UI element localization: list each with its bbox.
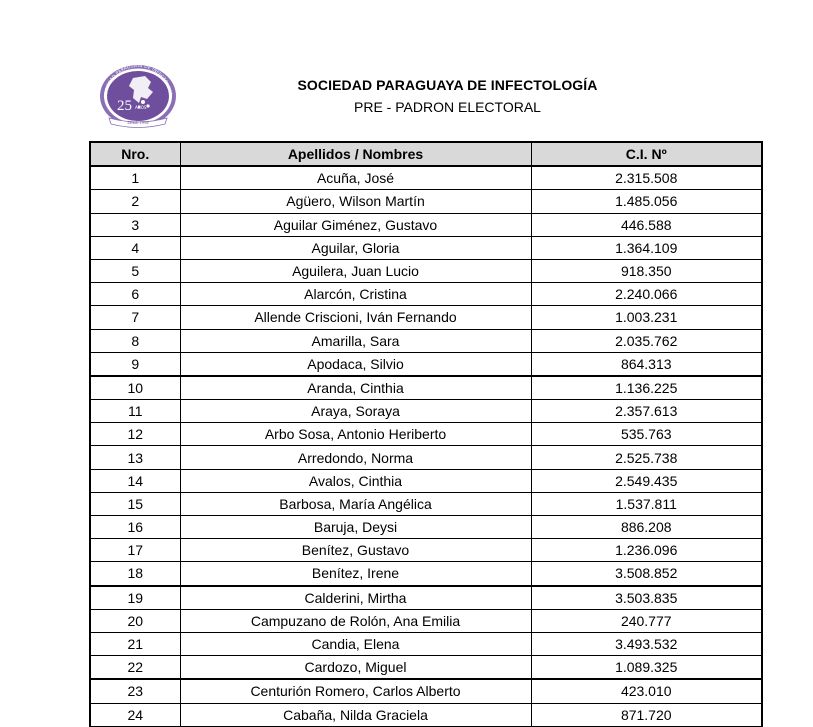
cell-number: 18 <box>90 562 180 586</box>
column-header-name: Apellidos / Nombres <box>180 142 531 166</box>
cell-name: Aranda, Cinthia <box>180 376 531 400</box>
seal-text: SOCIEDAD PARAGUAYA DE INFECTOLOGÍA <box>103 64 173 98</box>
table-row <box>90 679 762 703</box>
cell-name: Barbosa, María Angélica <box>180 492 531 515</box>
table-row <box>90 586 762 610</box>
cell-id: 2.240.066 <box>531 283 762 306</box>
cell-number: 6 <box>90 283 180 306</box>
table-row <box>90 562 762 586</box>
cell-number: 21 <box>90 632 180 655</box>
cell-id: 2.035.762 <box>531 329 762 352</box>
cell-name: Allende Criscioni, Iván Fernando <box>180 306 531 329</box>
table-row <box>90 609 762 632</box>
cell-number: 15 <box>90 492 180 515</box>
cell-number: 24 <box>90 703 180 726</box>
cell-id: 2.525.738 <box>531 446 762 469</box>
cell-number: 13 <box>90 446 180 469</box>
cell-number: 12 <box>90 423 180 446</box>
table-row <box>90 492 762 515</box>
table-header-row <box>90 142 762 166</box>
column-header-id: C.I. Nº <box>531 142 762 166</box>
cell-number: 5 <box>90 259 180 282</box>
cell-id: 3.493.532 <box>531 632 762 655</box>
table-row <box>90 329 762 352</box>
table-row <box>90 632 762 655</box>
cell-number: 22 <box>90 656 180 680</box>
table-row <box>90 352 762 376</box>
cell-name: Campuzano de Rolón, Ana Emilia <box>180 609 531 632</box>
cell-name: Centurión Romero, Carlos Alberto <box>180 679 531 703</box>
cell-name: Cardozo, Miguel <box>180 656 531 680</box>
cell-id: 446.588 <box>531 213 762 236</box>
cell-number: 10 <box>90 376 180 400</box>
cell-number: 2 <box>90 190 180 213</box>
cell-name: Candia, Elena <box>180 632 531 655</box>
cell-id: 423.010 <box>531 679 762 703</box>
cell-number: 3 <box>90 213 180 236</box>
table-row <box>90 376 762 400</box>
cell-id: 1.236.096 <box>531 539 762 562</box>
table-row <box>90 306 762 329</box>
cell-name: Araya, Soraya <box>180 400 531 423</box>
cell-id: 3.508.852 <box>531 562 762 586</box>
cell-id: 886.208 <box>531 516 762 539</box>
cell-number: 14 <box>90 469 180 492</box>
table-row <box>90 423 762 446</box>
cell-name: Arredondo, Norma <box>180 446 531 469</box>
cell-name: Benítez, Gustavo <box>180 539 531 562</box>
cell-name: Aguilar, Gloria <box>180 236 531 259</box>
cell-number: 23 <box>90 679 180 703</box>
cell-number: 19 <box>90 586 180 610</box>
cell-number: 16 <box>90 516 180 539</box>
table-row <box>90 656 762 680</box>
cell-name: Aguilar Giménez, Gustavo <box>180 213 531 236</box>
cell-number: 8 <box>90 329 180 352</box>
table-row <box>90 539 762 562</box>
voter-table <box>89 141 763 727</box>
seal-number: 25 <box>117 98 132 114</box>
table-row <box>90 400 762 423</box>
cell-id: 918.350 <box>531 259 762 282</box>
cell-name: Alarcón, Cristina <box>180 283 531 306</box>
cell-number: 9 <box>90 352 180 376</box>
cell-number: 20 <box>90 609 180 632</box>
cell-name: Acuña, José <box>180 166 531 190</box>
cell-id: 535.763 <box>531 423 762 446</box>
cell-id: 864.313 <box>531 352 762 376</box>
page-title: SOCIEDAD PARAGUAYA DE INFECTOLOGÍA <box>297 77 598 93</box>
cell-number: 4 <box>90 236 180 259</box>
table-row <box>90 213 762 236</box>
cell-id: 1.089.325 <box>531 656 762 680</box>
cell-name: Benítez, Irene <box>180 562 531 586</box>
cell-id: 1.136.225 <box>531 376 762 400</box>
cell-id: 2.315.508 <box>531 166 762 190</box>
cell-id: 1.537.811 <box>531 492 762 515</box>
cell-id: 3.503.835 <box>531 586 762 610</box>
cell-name: Amarilla, Sara <box>180 329 531 352</box>
cell-name: Arbo Sosa, Antonio Heriberto <box>180 423 531 446</box>
cell-id: 2.549.435 <box>531 469 762 492</box>
cell-id: 871.720 <box>531 703 762 726</box>
cell-number: 11 <box>90 400 180 423</box>
table-row <box>90 703 762 726</box>
society-logo <box>95 62 181 130</box>
table-row <box>90 283 762 306</box>
cell-id: 1.003.231 <box>531 306 762 329</box>
cell-name: Baruja, Deysi <box>180 516 531 539</box>
cell-id: 1.485.056 <box>531 190 762 213</box>
cell-name: Avalos, Cinthia <box>180 469 531 492</box>
table-row <box>90 236 762 259</box>
table-row <box>90 516 762 539</box>
cell-name: Agüero, Wilson Martín <box>180 190 531 213</box>
cell-number: 1 <box>90 166 180 190</box>
society-anniversary-seal-icon <box>95 62 181 130</box>
table-row <box>90 166 762 190</box>
cell-id: 2.357.613 <box>531 400 762 423</box>
cell-name: Cabaña, Nilda Graciela <box>180 703 531 726</box>
seal-banner: Desde 1994 <box>127 120 149 125</box>
column-header-number: Nro. <box>90 142 180 166</box>
table-row <box>90 259 762 282</box>
cell-name: Apodaca, Silvio <box>180 352 531 376</box>
cell-name: Aguilera, Juan Lucio <box>180 259 531 282</box>
cell-id: 1.364.109 <box>531 236 762 259</box>
cell-id: 240.777 <box>531 609 762 632</box>
table-row <box>90 190 762 213</box>
cell-name: Calderini, Mirtha <box>180 586 531 610</box>
cell-number: 17 <box>90 539 180 562</box>
seal-number-suffix: AÑOS <box>135 105 147 110</box>
cell-number: 7 <box>90 306 180 329</box>
page-subtitle: PRE - PADRON ELECTORAL <box>354 99 541 115</box>
table-row <box>90 469 762 492</box>
table-row <box>90 446 762 469</box>
